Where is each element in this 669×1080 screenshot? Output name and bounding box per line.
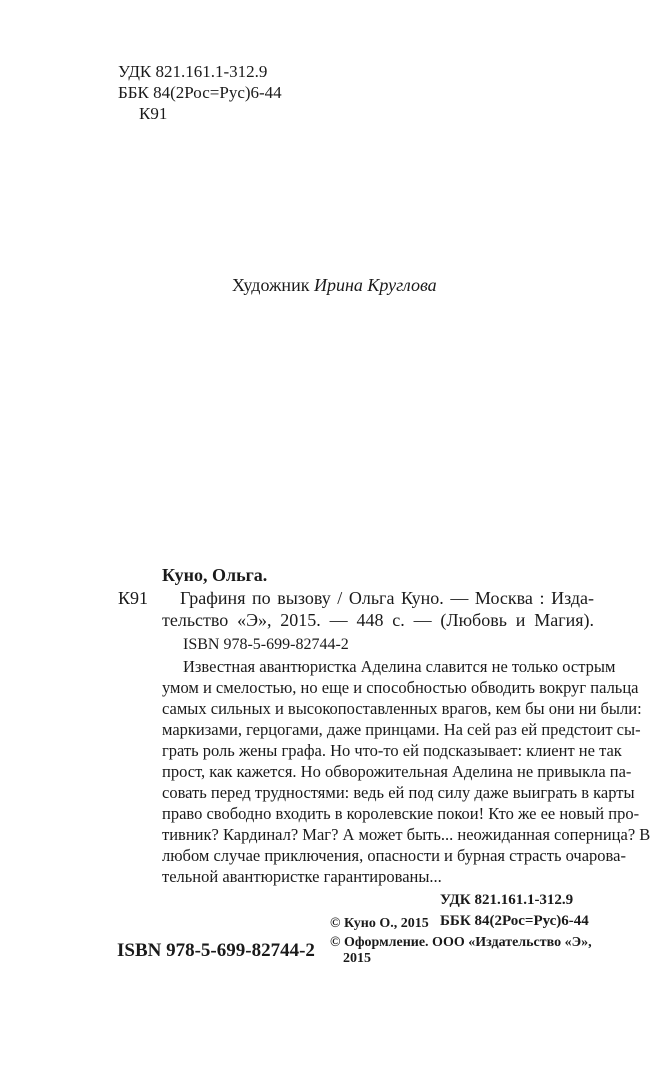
catalog-isbn: ISBN 978-5-699-82744-2	[183, 636, 349, 653]
annotation-line: умом и смелостью, но еще и способностью обводить вокруг пальца	[162, 678, 639, 697]
artist-credit	[232, 275, 437, 296]
annotation-line: тивник? Кардинал? Маг? А может быть... неожиданная соперница? В	[162, 825, 651, 844]
annotation-line: самых сильных и высокопоставленных врагов, кем бы они ни были:	[162, 699, 642, 718]
artist-name: Ирина Круглова	[313, 275, 437, 295]
copyright-design-year: 2015	[343, 951, 371, 966]
annotation-line: совать перед трудностями: ведь ей под силу даже выиграть в карты	[162, 783, 635, 802]
udk-code: УДК 821.161.1-312.9	[118, 62, 268, 81]
catalog-udk: УДК 821.161.1-312.9	[440, 892, 574, 908]
author-mark: К91	[139, 104, 168, 123]
catalog-bbk: ББК 84(2Рос=Рус)6-44	[440, 913, 589, 929]
annotation-line: прост, как кажется. Но обворожительная Аделина не привыкла па-	[162, 762, 632, 781]
catalog-author: Куно, Ольга.	[162, 565, 268, 585]
catalog-description-line: Графиня по вызову / Ольга Куно. — Москва : Изда-	[180, 588, 594, 608]
bbk-code: ББК 84(2Рос=Рус)6-44	[118, 83, 282, 102]
copyright-author: © Куно О., 2015	[330, 916, 429, 931]
footer-isbn: ISBN 978-5-699-82744-2	[117, 940, 315, 961]
copyright-design: © Оформление. ООО «Издательство «Э»,	[330, 935, 592, 950]
annotation-line: тельной авантюристке гарантированы...	[162, 867, 442, 886]
annotation-line: любом случае приключения, опасности и бурная страсть очарова-	[162, 846, 626, 865]
annotation-line: право свободно входить в королевские покои! Кто же ее новый про-	[162, 804, 640, 823]
annotation-line: маркизами, герцогами, даже принцами. На сей раз ей предстоит сы-	[162, 720, 641, 739]
catalog-description-line: тельство «Э», 2015. — 448 с. — (Любовь и Магия).	[162, 610, 594, 630]
artist-label: Художник	[232, 275, 310, 295]
catalog-author-mark: К91	[118, 588, 149, 608]
annotation-line: грать роль жены графа. Но что-то ей подсказывает: клиент не так	[162, 741, 622, 760]
annotation-line: Известная авантюристка Аделина славится не только острым	[183, 657, 616, 676]
